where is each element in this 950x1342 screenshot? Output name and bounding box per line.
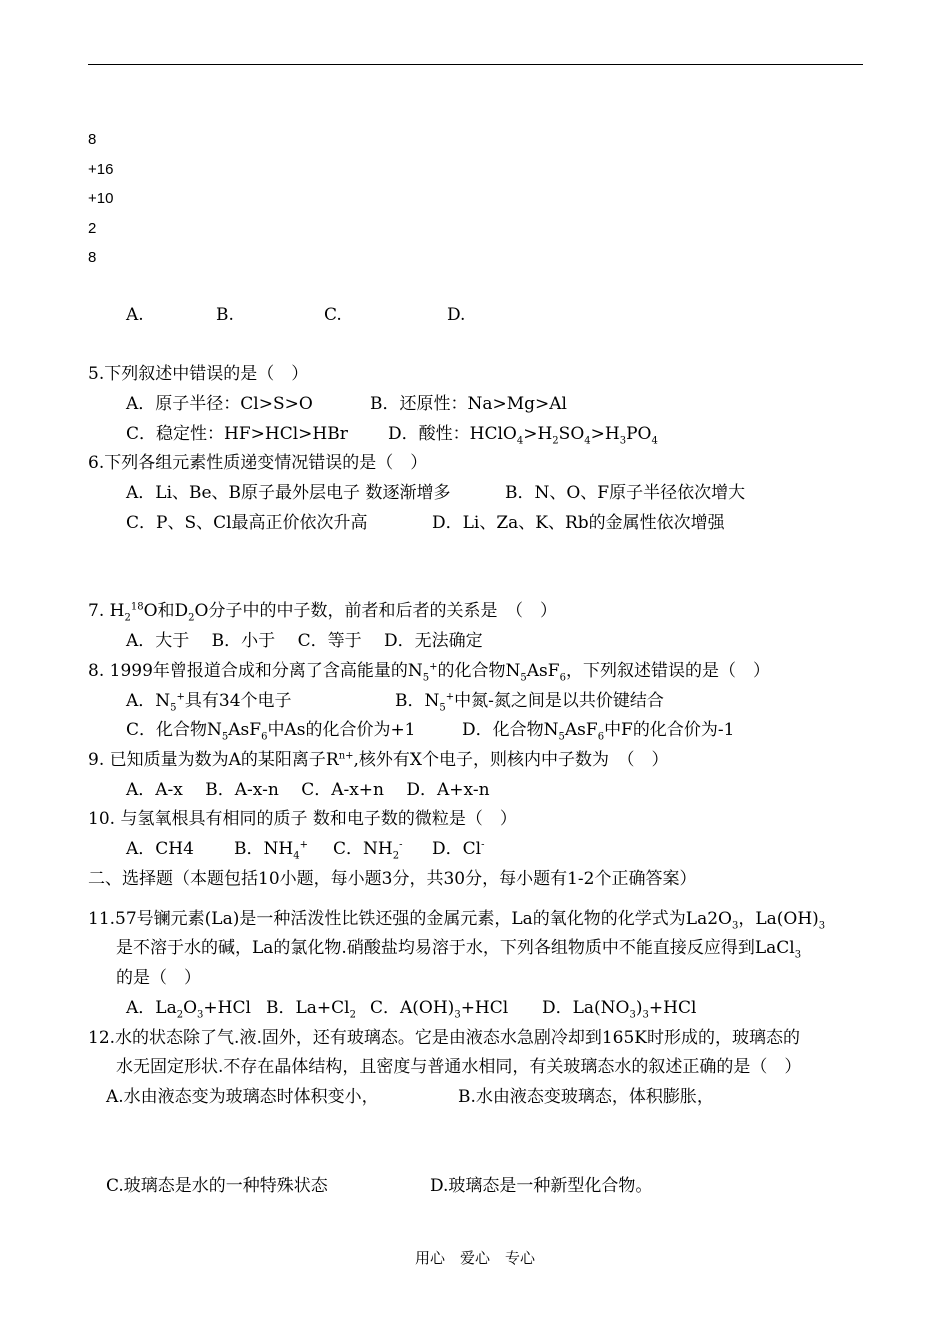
header-rule <box>88 64 863 65</box>
q11-option-c: C．$A(OH)_3+HCl$ <box>370 998 509 1021</box>
q7-options: A．大于 B．小于 C．等于 D．无法确定 <box>126 631 483 651</box>
q11-option-d: D．$La(NO_3)_3+HCl$ <box>542 998 697 1021</box>
q12-option-c: C.玻璃态是水的一种特殊状态 <box>106 1176 328 1196</box>
q10-option-a: A．CH4 <box>126 839 194 859</box>
q5-option-c: C．稳定性：HF>HCl>HBr <box>126 424 348 444</box>
q6-option-b: B．N、O、F原子半径依次增大 <box>505 483 746 503</box>
atom-diagram-numbers <box>88 125 188 273</box>
diagram-number: 8 <box>88 249 97 266</box>
page-footer: 用心 爱心 专心 <box>414 1249 535 1267</box>
q11-stem-line3: 的是（ ） <box>116 968 201 988</box>
q12-option-d: D.玻璃态是一种新型化合物。 <box>430 1176 653 1196</box>
q10-option-b: B．$NH_4^+$ <box>234 839 308 862</box>
q9-options: A．A-x B．A-x-n C．A-x+n D．A+x-n <box>126 780 490 800</box>
q4-option-d: D. <box>447 305 466 325</box>
q9-stem: 9. 已知质量为数为A的某阳离子$R^{n+}$,核外有X个电子，则核内中子数为 （ ） <box>88 750 669 770</box>
q12-option-b: B.水由液态变玻璃态，体积膨胀， <box>458 1087 714 1107</box>
diagram-number: +10 <box>88 190 114 207</box>
q6-stem: 6.下列各组元素性质递变情况错误的是（ ） <box>88 453 428 473</box>
q4-option-a: A. <box>126 305 144 325</box>
q5-stem: 5.下列叙述中错误的是（ ） <box>88 364 309 384</box>
q10-stem: 10. 与氢氧根具有相同的质子 数和电子数的微粒是（ ） <box>88 809 517 829</box>
q6-option-a: A．Li、Be、B原子最外层电子 数逐渐增多 <box>126 483 451 503</box>
q11-option-b: B．$La+Cl_2$ <box>266 998 356 1021</box>
q8-option-d: D．化合物$N_5AsF_6$中F的化合价为-1 <box>462 720 735 743</box>
q4-option-b: B. <box>216 305 234 325</box>
q7-stem: 7. $H_2^{18}O$和$D_2O$分子中的中子数，前者和后者的关系是 （ ） <box>88 601 557 624</box>
q5-option-a: A．原子半径：Cl>S>O <box>126 394 313 414</box>
q8-option-a: A．$N_5^+$具有34个电子 <box>126 691 292 714</box>
q6-option-d: D．Li、Za、K、Rb的金属性依次增强 <box>432 513 725 533</box>
q10-option-d: D．Cl- <box>432 839 485 859</box>
q5-option-d: D．酸性：$HClO_4>H_2SO_4>H_3PO_4$ <box>388 424 658 447</box>
q8-option-c: C．化合物$N_5AsF_6$中As的化合价为+1 <box>126 720 416 743</box>
q12-stem-line2: 水无固定形状.不存在晶体结构，且密度与普通水相同，有关玻璃态水的叙述正确的是（ ） <box>116 1057 802 1077</box>
q6-option-c: C．P、S、Cl最高正价依次升高 <box>126 513 368 533</box>
q8-stem: 8. 1999年曾报道合成和分离了含高能量的$N_5^+$的化合物$N_5AsF_6$，下列叙述错误的是（ ） <box>88 661 770 684</box>
diagram-number: 2 <box>88 219 97 237</box>
q8-option-b: B．$N_5^+$中氮-氮之间是以共价键结合 <box>395 691 664 714</box>
q11-stem-line2: 是不溶于水的碱，La的氯化物.硝酸盐均易溶于水，下列各组物质中不能直接反应得到LaCl$_3$ <box>116 938 802 961</box>
q12-stem-line1: 12.水的状态除了气.液.固外，还有玻璃态。它是由液态水急剧冷却到165K时形成的，玻璃态的 <box>88 1028 800 1048</box>
q10-option-c: C．$NH_2^-$ <box>333 839 403 862</box>
q5-option-b: B．还原性：Na>Mg>Al <box>370 394 567 414</box>
q11-option-a: A．$La_2O_3+HCl$ <box>126 998 251 1021</box>
diagram-number: +16 <box>88 160 114 178</box>
section-heading: 二、选择题（本题包括10小题，每小题3分，共30分，每小题有1-2个正确答案） <box>88 869 697 889</box>
q4-option-c: C. <box>324 305 342 325</box>
q11-stem-line1: 11.57号镧元素(La)是一种活泼性比铁还强的金属元素，La的氧化物的化学式为$La2O_3$，$La(OH)_3$ <box>88 909 826 932</box>
diagram-number: 8 <box>88 131 97 148</box>
q12-option-a: A.水由液态变为玻璃态时体积变小， <box>106 1087 379 1107</box>
